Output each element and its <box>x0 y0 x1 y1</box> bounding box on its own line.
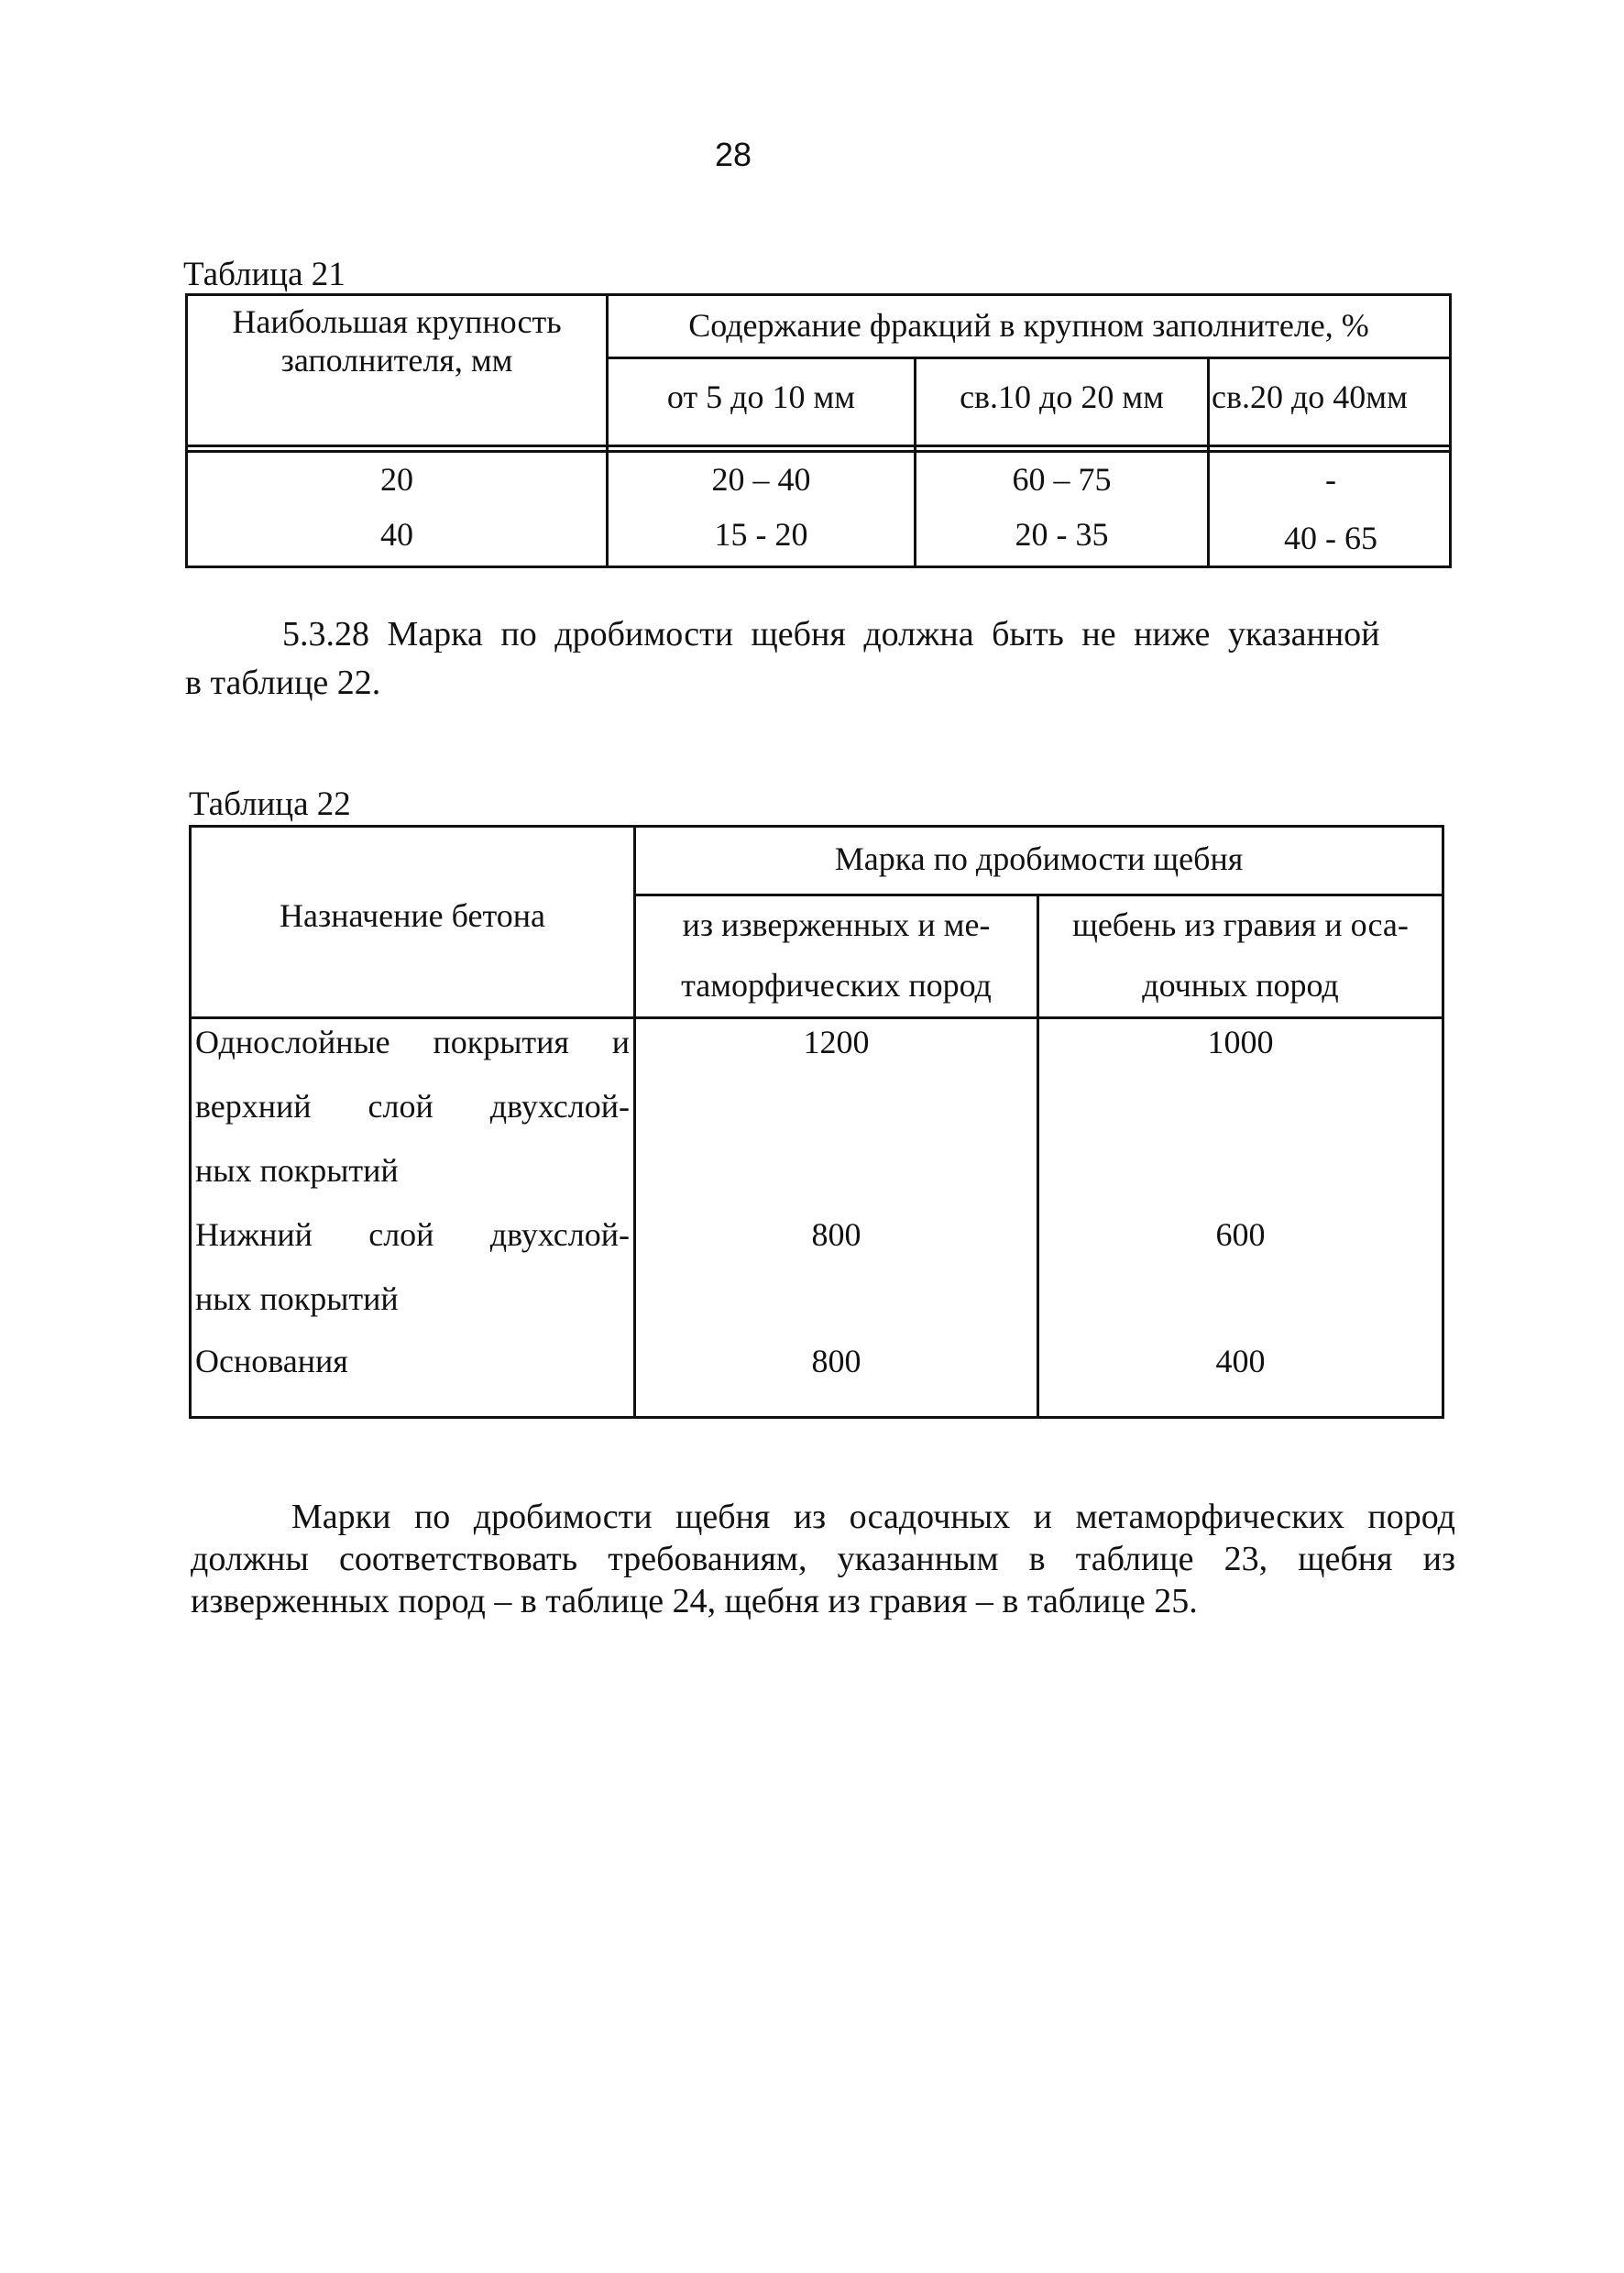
row2-word-2: слой <box>368 1216 434 1253</box>
row1-word-5: слой <box>368 1088 433 1125</box>
table21-row1-col3: 60 – 75 <box>1012 461 1112 498</box>
table22-sub1-line2: таморфических пород <box>681 967 992 1004</box>
para1-line1 <box>282 616 1454 653</box>
table21-row2-col4: 40 - 65 <box>1284 520 1377 556</box>
row1-word-1: Однослойные <box>195 1024 390 1060</box>
table22-row1-label-line3: ных покрытий <box>195 1152 399 1189</box>
row2-word-1: Нижний <box>195 1216 313 1253</box>
table22-header-group: Марка по дробимости щебня <box>834 840 1244 877</box>
page-number: 28 <box>714 136 752 173</box>
table21-header-rule-a <box>188 445 1449 447</box>
table21-subheader-rule <box>606 357 1449 359</box>
table22-row1-value2: 1000 <box>1207 1024 1274 1060</box>
table22-row2-value1: 800 <box>811 1216 861 1253</box>
table21-header-rule-b <box>188 450 1449 453</box>
table21-subheader-1: от 5 до 10 мм <box>666 379 856 415</box>
table21-subheader-3: св.20 до 40мм <box>1212 379 1408 415</box>
table21-subheader-2: св.10 до 20 мм <box>960 379 1164 415</box>
table22-row1-label-line1 <box>195 1024 630 1060</box>
row1-word-3: и <box>611 1024 630 1060</box>
table22 <box>189 825 1444 1419</box>
row1-word-6: двухслой- <box>489 1088 630 1125</box>
table22-row1-value1: 1200 <box>803 1024 870 1060</box>
row1-word-4: верхний <box>195 1088 312 1125</box>
table22-sub1-line1: из изверженных и ме- <box>682 906 991 943</box>
table22-header-rule <box>192 1016 1442 1019</box>
table21-header-group: Содержание фракций в крупном заполнителе, % <box>688 307 1369 344</box>
table22-row2-label-line2: ных покрытий <box>195 1280 399 1317</box>
table21 <box>185 293 1452 568</box>
table21-caption: Таблица 21 <box>183 256 346 293</box>
table22-row2-label-line1 <box>195 1216 630 1253</box>
table21-row1-col1: 20 <box>380 461 413 498</box>
row1-word-2: покрытия <box>433 1024 569 1060</box>
para1-text-line1: 5.3.28 Марка по дробимости щебня должна быть не ниже указанной <box>282 615 1380 653</box>
table22-subheader-rule <box>633 894 1442 896</box>
table22-row3-value2: 400 <box>1215 1343 1266 1379</box>
table22-header-col1: Назначение бетона <box>280 897 545 934</box>
para2: Марки по дробимости щебня из осадочных и метаморфических пород должны соответствовать требованиям, указанным в таблице 23, щебня из изверженных пород – в таблице 24, щебня из гравия – в таблице 25. <box>191 1498 1455 1620</box>
table22-sub2-line2: дочных пород <box>1142 967 1339 1004</box>
table21-row1-col4: - <box>1325 461 1336 498</box>
table22-caption: Таблица 22 <box>189 785 351 823</box>
table21-header-col1-line1: Наибольшая крупность <box>232 303 562 340</box>
table21-row1-col2: 20 – 40 <box>711 461 811 498</box>
table21-header-col1-line2: заполнителя, мм <box>280 342 513 379</box>
table21-row2-col1: 40 <box>380 516 413 553</box>
row2-word-3: двухслой- <box>489 1216 630 1253</box>
table21-row2-col3: 20 - 35 <box>1015 516 1109 553</box>
table22-row3-value1: 800 <box>811 1343 861 1379</box>
table22-sub2-line1: щебень из гравия и оса- <box>1072 906 1409 943</box>
table22-row1-label-line2 <box>195 1088 630 1125</box>
table22-row2-value2: 600 <box>1215 1216 1266 1253</box>
table21-row2-col2: 15 - 20 <box>714 516 808 553</box>
para1-line2: в таблице 22. <box>185 664 381 702</box>
table22-row3-label: Основания <box>195 1343 348 1379</box>
